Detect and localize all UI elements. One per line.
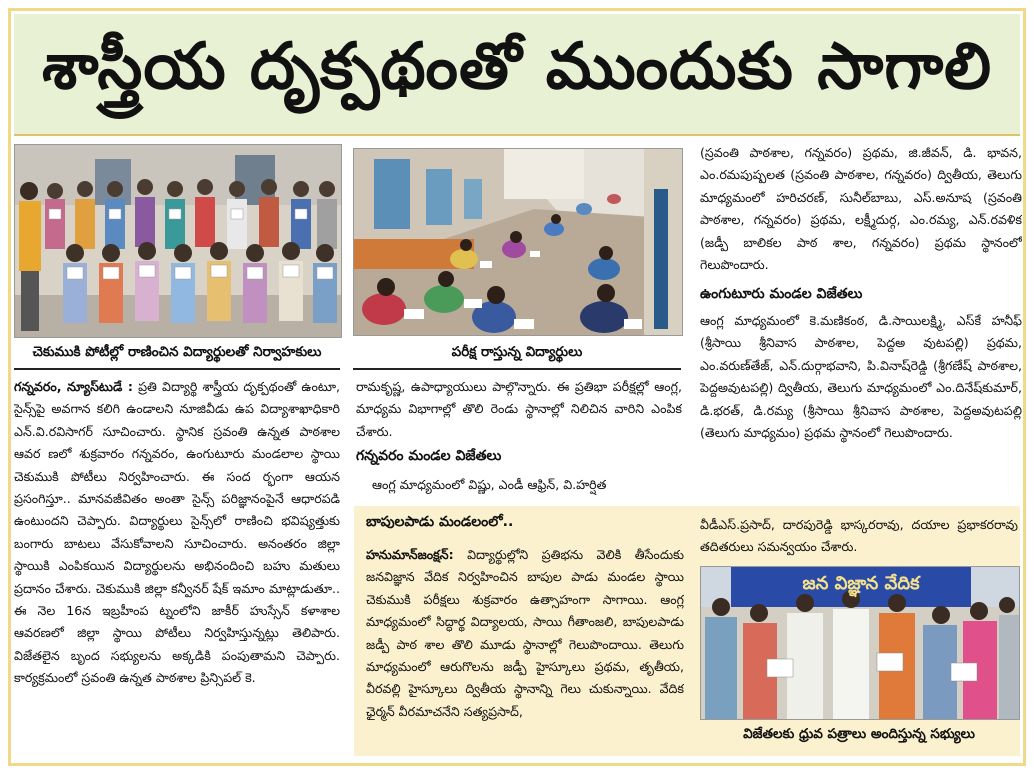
students-group-image (15, 145, 341, 337)
bapulapadu-body: విద్యార్థుల్లోని ప్రతిభను వెలికి తీసేందుకు జనవిజ్ఞాన వేదిక నిర్వహించిన బాపుల పాడు మండల స్థాయి చెకుముకి పరీక్షలు శుక్రవారం ఉత్సాహంగా సాగాయి. ఆంగ్ల మాధ్యమంలో సిద్ధార్థ విద్యాలయ, సాయి గీతాంజలి, బాపులపాడు జడ్పీ పాఠ శాల తొలి మూడు స్థానాల్లో గెలుపొందాయి. తెలుగు మాధ్యమంలో ఆరుగొలను జడ్పీ హైస్కూలు ప్రథమ, తృతీయ, వీరవల్లి హైస్కూలు ద్వితీయ స్థానాన్ని గెలు చుకున్నాయి. వేదిక ఛైర్మన్ వీరమాచనేని సత్యప్రసాద్, (366, 547, 684, 719)
bapulapadu-cont-text: వీడీఎస్‌.ప్రసాద్, దారపురెడ్డి భాస్కరరావు, దయాల ప్రభాకరరావు తదితరులు సమన్వయం చేశారు. (700, 517, 1018, 555)
photo-students-with-organizers (14, 144, 342, 338)
caption-photo-3: విజేతలకు ధ్రువ పత్రాలు అందిస్తున్న సభ్యులు (743, 726, 975, 742)
article-column-3-continuation (700, 142, 1022, 282)
caption-rule-2 (353, 368, 681, 370)
unguturu-winners-text (700, 310, 1022, 490)
article-col3-text: (స్రవంతి పాఠశాల, గన్నవరం) ప్రథమ, జి.జీవన్, డి. భావన, ఎం.రమపుష్పలత (స్రవంతి పాఠశాల, గన్నవరం) ద్వితీయ, తెలుగు మాధ్యమంలో హరిచరణ్, సునీల్‌బాబు, ఎస్‌.అనూష (స్రవంతి పాఠశాల, గన్నవరం) ప్రథమ, లక్ష్మీదుర్గ, ఎం.రమ్య, ఎన్‌.రవళిక (జడ్పీ బాలికల పాఠ శాల, గన్నవరం) ప్రథమ స్థానంలో గెలుపొందారు. (700, 145, 1022, 273)
article-column-1 (14, 376, 340, 756)
caption-photo-2: పరీక్ష రాస్తున్న విద్యార్థులు (451, 344, 583, 360)
caption-photo-1: చెకుముకి పోటీల్లో రాణించిన విద్యార్థులతో నిర్వాహకులు (32, 344, 322, 360)
article-lead-text: ప్రతి విద్యార్థి శాస్త్రీయ దృక్పథంతో ఉంటూ, సైన్స్‌పై అవగాన కలిగి ఉండాలని నూజివీడు ఉప విద్యాశాఖాధికారి ఎన్‌.వి.రవిసాగర్ సూచించారు. స్థానిక స్రవంతి ఉన్నత పాఠశాల ఆవర ణలో శుక్రవారం గన్నవరం, ఉంగుటూరు మండలాల స్థాయి చెకుముకి పోటీలు నిర్వహించారు. ఈ సంద ర్భంగా ఆయన ప్రసంగిస్తూ.. మానవజీవితం అంతా సైన్స్ పరిజ్ఞానంపైనే ఆధారపడి ఉంటుందని చెప్పారు. విద్యార్థులు సైన్స్‌లో రాణించి భవిష్యత్తుకు బంగారు బాటలు వేసుకోవాలని సూచించారు. అనంతరం జిల్లా స్థాయికి ఎంపికయిన విద్యార్థులను అభినందించి బహు మతులు ప్రదానం చేశారు. చెకుముకి జిల్లా కన్వీనర్ షేక్ ఇమాం మాట్లాడుతూ.. ఈ నెల 16న ఇబ్రహీంప ట్నంలోని జాకీర్ హుస్సేన్ కళాశాల ఆవరణలో జిల్లా స్థాయి పోటీలు నిర్వహిస్తున్నట్లు తెలిపారు. విజేతలైన బృంద సభ్యులను అక్కడికి పంపుతామని చెప్పారు. కార్యక్రమంలో స్రవంతి ఉన్నత పాఠశాల ప్రిన్సిపల్ కె. (14, 379, 340, 686)
bapulapadu-dateline: హనుమాన్‌జంక్షన్‌: (366, 547, 454, 562)
bapulapadu-heading: బాపులపాడు మండలంలో.. (366, 514, 514, 530)
headline: శాస్త్రీయ దృక్పథంతో ముందుకు సాగాలి (41, 29, 993, 104)
caption-rule-1 (14, 368, 340, 370)
unguturu-winners-heading: ఉంగుటూరు మండల విజేతలు (700, 286, 863, 302)
gannavaram-winners-body: ఆంగ్ల మాధ్యమంలో విష్ణు, ఎండీ ఆఫ్రిన్, వి.హర్షిత (372, 477, 607, 492)
bapulapadu-continuation (700, 514, 1018, 562)
photo-certificates-presented (700, 566, 1020, 720)
article-col2-text: రామకృష్ణ, ఉపాధ్యాయులు పాల్గొన్నారు. ఈ ప్రతిభా పరీక్షల్లో ఆంగ్ల, మాధ్యమ విభాగాల్లో తొలి రెండు స్థానాల్లో నిలిచిన వారిని ఎంపిక చేశారు. (356, 379, 682, 439)
exam-hall-image (354, 149, 682, 335)
bapulapadu-text (366, 544, 684, 754)
article-column-2-continuation (356, 376, 682, 446)
headline-banner (14, 14, 1020, 136)
article-dateline: గన్నవరం, న్యూస్‌టుడే : (14, 379, 133, 394)
gannavaram-winners-text (372, 474, 682, 498)
photo-banner-text: జన విజ్ఞాన వేదిక (802, 573, 920, 594)
unguturu-winners-body: ఆంగ్ల మాధ్యమంలో కె.మణికంఠ, డి.సాయిలక్ష్మి, ఎస్‌కే హనీఫ్ (శ్రీసాయి శ్రీనివాస పాఠశాల, పెద్దఅ వుటపల్లి) ప్రథమ, ఎం.వరుణ్‌తేజ్, ఎన్‌.దుర్గాభవాని, పి.వినాష్‌రెడ్డి (శ్రీగణేష్ పాఠశాల, పెద్దఅవుటపల్లి) ద్వితీయ, తెలుగు మాధ్యమంలో ఎం.దినేష్‌కుమార్, డి.భరత్, డి.రమ్య (శ్రీసాయి శ్రీనివాస పాఠశాల, పెద్దఅవుటపల్లి (తెలుగు మాధ్యమం) ప్రథమ స్థానంలో గెలుపొందారు. (700, 313, 1022, 441)
gannavaram-winners-heading: గన్నవరం మండల విజేతలు (356, 448, 502, 464)
photo-students-writing-exam (353, 148, 683, 336)
